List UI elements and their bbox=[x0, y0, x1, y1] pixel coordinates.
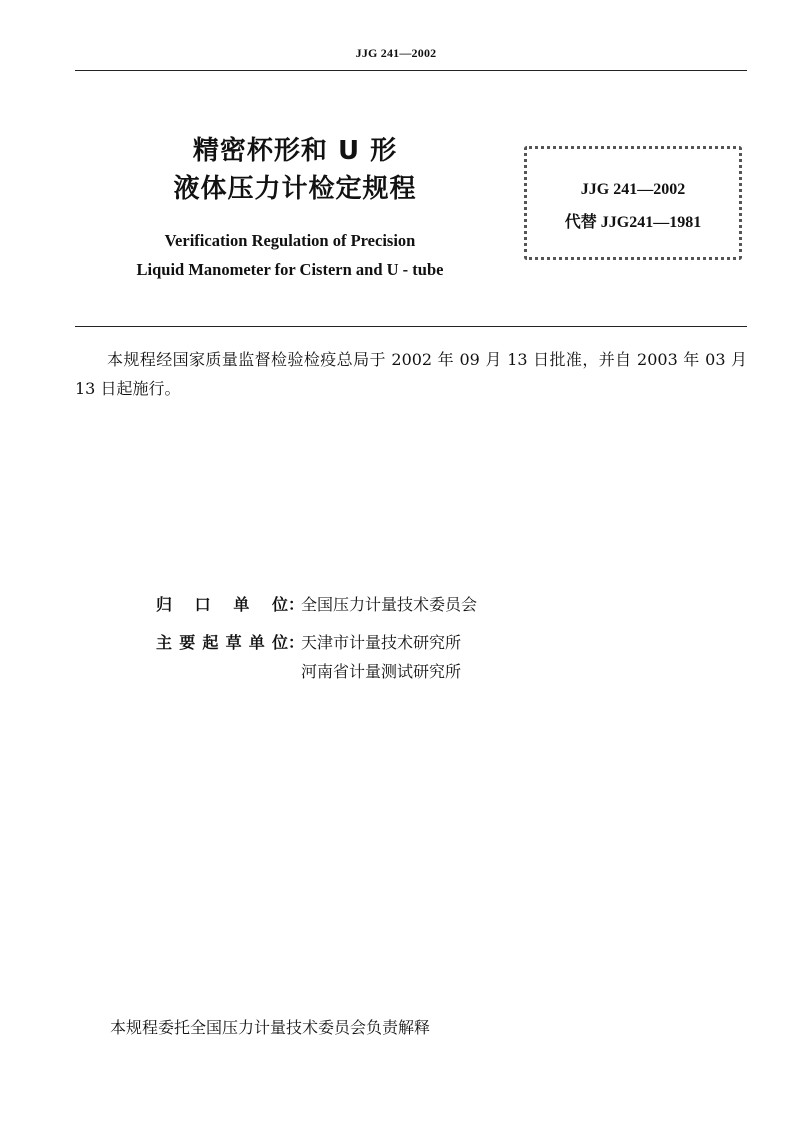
title-english-line-1: Verification Regulation of Precision bbox=[164, 231, 416, 250]
drafting-unit-value-2: 河南省计量测试研究所 bbox=[301, 662, 462, 681]
title-chinese-line-2: 液体压力计检定规程 bbox=[173, 174, 417, 204]
drafting-unit-label: 主要起草单位 bbox=[156, 633, 288, 652]
drafting-unit-value-1: 天津市计量技术研究所 bbox=[301, 633, 462, 652]
approval-statement: 本规程经国家质量监督检验检疫总局于 2002 年 09 月 13 日批准，并自 2003 年 03 月 13 日起施行。 bbox=[75, 350, 747, 398]
stamp-standard-code: JJG 241—2002 bbox=[580, 181, 686, 198]
stamp-replaces-code: 代替 JJG241—1981 bbox=[564, 214, 702, 231]
drafting-unit-colon: ： bbox=[288, 633, 305, 652]
responsible-unit-label: 归口单位 bbox=[156, 595, 288, 614]
top-divider bbox=[75, 70, 747, 71]
middle-divider bbox=[75, 326, 747, 327]
standard-code-frame bbox=[524, 146, 742, 260]
responsible-unit-value: 全国压力计量技术委员会 bbox=[301, 595, 478, 614]
header-standard-code: JJG 241—2002 bbox=[355, 46, 437, 60]
responsible-unit-colon: ： bbox=[288, 595, 305, 614]
title-chinese-line-1: 精密杯形和 U 形 bbox=[192, 136, 398, 166]
title-english-line-2: Liquid Manometer for Cistern and U - tube bbox=[136, 260, 444, 279]
interpretation-note: 本规程委托全国压力计量技术委员会负责解释 bbox=[110, 1018, 431, 1037]
